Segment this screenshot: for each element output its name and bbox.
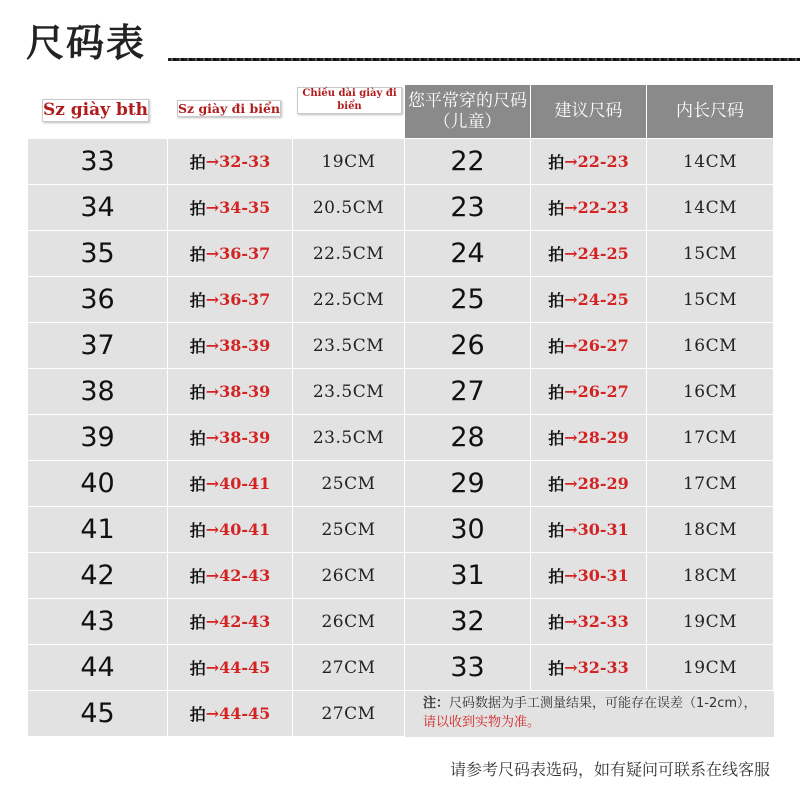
child-recommended-cell bbox=[531, 185, 647, 231]
adult-size-cell: 38 bbox=[28, 369, 168, 415]
adult-size-cell: 34 bbox=[28, 185, 168, 231]
adult-size-cell: 42 bbox=[28, 553, 168, 599]
pai-label: 拍 bbox=[189, 291, 206, 310]
child-recommended-cell bbox=[531, 645, 647, 691]
adult-recommended-cell bbox=[168, 231, 293, 277]
pai-label: 拍 bbox=[548, 659, 565, 678]
child-size-cell: 32 bbox=[405, 599, 531, 645]
adult-length-cell: 22.5CM bbox=[293, 231, 405, 277]
adult-length-cell: 20.5CM bbox=[293, 185, 405, 231]
child-recommended-cell bbox=[531, 553, 647, 599]
pai-label: 拍 bbox=[548, 383, 565, 402]
child-size-cell: 27 bbox=[405, 369, 531, 415]
child-length-cell: 16CM bbox=[647, 369, 774, 415]
recommended-range: →42-43 bbox=[205, 566, 271, 585]
header-child-size-line2: （儿童） bbox=[433, 111, 502, 132]
adult-size-cell: 33 bbox=[28, 139, 168, 185]
child-length-cell: 16CM bbox=[647, 323, 774, 369]
recommended-range: →22-23 bbox=[564, 152, 629, 171]
header-card-normal-size: Sz giày bth bbox=[42, 99, 149, 122]
footer-note: 请参考尺码表选码，如有疑问可联系在线客服 bbox=[449, 760, 770, 779]
adult-size-cell: 40 bbox=[28, 461, 168, 507]
adult-length-cell: 23.5CM bbox=[293, 415, 405, 461]
child-length-cell: 17CM bbox=[647, 415, 774, 461]
recommended-range: →36-37 bbox=[205, 290, 271, 309]
recommended-range: →40-41 bbox=[205, 474, 271, 493]
recommended-range: →26-27 bbox=[564, 382, 629, 401]
recommended-range: →28-29 bbox=[564, 474, 629, 493]
pai-label: 拍 bbox=[189, 245, 206, 264]
pai-label: 拍 bbox=[548, 475, 565, 494]
adult-recommended-cell bbox=[168, 323, 293, 369]
measurement-note bbox=[405, 691, 774, 737]
pai-label: 拍 bbox=[548, 199, 565, 218]
child-length-cell: 18CM bbox=[647, 553, 774, 599]
child-length-cell: 14CM bbox=[647, 185, 774, 231]
child-recommended-cell bbox=[531, 415, 647, 461]
adult-size-cell: 44 bbox=[28, 645, 168, 691]
adult-length-cell: 27CM bbox=[293, 645, 405, 691]
adult-size-cell: 36 bbox=[28, 277, 168, 323]
adult-recommended-cell bbox=[168, 139, 293, 185]
pai-label: 拍 bbox=[189, 153, 206, 172]
adult-size-cell: 45 bbox=[28, 691, 168, 737]
adult-recommended-cell bbox=[168, 599, 293, 645]
child-recommended-cell bbox=[531, 139, 647, 185]
adult-length-cell: 26CM bbox=[293, 553, 405, 599]
recommended-range: →34-35 bbox=[205, 198, 271, 217]
pai-label: 拍 bbox=[548, 521, 565, 540]
adult-recommended-cell bbox=[168, 185, 293, 231]
adult-size-cell: 39 bbox=[28, 415, 168, 461]
adult-length-cell: 25CM bbox=[293, 461, 405, 507]
recommended-range: →38-39 bbox=[205, 336, 271, 355]
child-size-cell: 23 bbox=[405, 185, 531, 231]
title-divider bbox=[168, 58, 800, 61]
child-recommended-cell bbox=[531, 507, 647, 553]
pai-label: 拍 bbox=[189, 383, 206, 402]
adult-length-cell: 23.5CM bbox=[293, 369, 405, 415]
header-inner-length-label: 内长尺码 bbox=[676, 101, 744, 122]
header-suggested-size bbox=[531, 85, 647, 139]
pai-label: 拍 bbox=[189, 567, 206, 586]
recommended-range: →30-31 bbox=[564, 520, 629, 539]
pai-label: 拍 bbox=[189, 705, 206, 724]
recommended-range: →32-33 bbox=[564, 658, 629, 677]
recommended-range: →44-45 bbox=[205, 704, 271, 723]
pai-label: 拍 bbox=[189, 199, 206, 218]
adult-recommended-cell bbox=[168, 645, 293, 691]
adult-size-cell: 41 bbox=[28, 507, 168, 553]
child-size-cell: 30 bbox=[405, 507, 531, 553]
recommended-range: →24-25 bbox=[564, 290, 629, 309]
adult-recommended-cell bbox=[168, 507, 293, 553]
pai-label: 拍 bbox=[548, 337, 565, 356]
header-child-size-line1: 您平常穿的尺码 bbox=[408, 91, 527, 112]
child-size-cell: 29 bbox=[405, 461, 531, 507]
adult-recommended-cell bbox=[168, 277, 293, 323]
pai-label: 拍 bbox=[189, 521, 206, 540]
adult-recommended-cell bbox=[168, 691, 293, 737]
header-inner-length bbox=[647, 85, 774, 139]
child-length-cell: 14CM bbox=[647, 139, 774, 185]
recommended-range: →38-39 bbox=[205, 428, 271, 447]
recommended-range: →32-33 bbox=[564, 612, 629, 631]
pai-label: 拍 bbox=[189, 429, 206, 448]
child-size-cell: 26 bbox=[405, 323, 531, 369]
header-suggested-size-label: 建议尺码 bbox=[554, 101, 623, 122]
note-label: 注： bbox=[423, 696, 450, 711]
pai-label: 拍 bbox=[189, 659, 206, 678]
page-title: 尺码表 bbox=[26, 21, 147, 65]
note-text: 尺码数据为手工测量结果，可能存在误差（1-2cm）， bbox=[449, 696, 757, 711]
pai-label: 拍 bbox=[548, 613, 565, 632]
recommended-range: →38-39 bbox=[205, 382, 271, 401]
child-size-cell: 33 bbox=[405, 645, 531, 691]
recommended-range: →36-37 bbox=[205, 244, 271, 263]
child-length-cell: 17CM bbox=[647, 461, 774, 507]
adult-length-cell: 25CM bbox=[293, 507, 405, 553]
child-size-cell: 28 bbox=[405, 415, 531, 461]
child-recommended-cell bbox=[531, 323, 647, 369]
pai-label: 拍 bbox=[548, 291, 565, 310]
recommended-range: →44-45 bbox=[205, 658, 271, 677]
adult-length-cell: 22.5CM bbox=[293, 277, 405, 323]
adult-recommended-cell bbox=[168, 461, 293, 507]
adult-recommended-cell bbox=[168, 415, 293, 461]
child-size-cell: 25 bbox=[405, 277, 531, 323]
recommended-range: →28-29 bbox=[564, 428, 629, 447]
header-cell-adult-size bbox=[28, 85, 168, 139]
adult-length-cell: 27CM bbox=[293, 691, 405, 737]
header-card-beach-length: Chiều dài giày đi biển bbox=[297, 87, 402, 114]
note-highlight: 请以收到实物为准。 bbox=[423, 714, 541, 730]
recommended-range: →22-23 bbox=[564, 198, 629, 217]
pai-label: 拍 bbox=[189, 475, 206, 494]
pai-label: 拍 bbox=[189, 337, 206, 356]
child-recommended-cell bbox=[531, 461, 647, 507]
child-length-cell: 19CM bbox=[647, 599, 774, 645]
adult-recommended-cell bbox=[168, 553, 293, 599]
adult-size-cell: 43 bbox=[28, 599, 168, 645]
header-card-beach-size: Sz giày đi biển bbox=[177, 100, 281, 116]
child-size-cell: 22 bbox=[405, 139, 531, 185]
child-length-cell: 15CM bbox=[647, 277, 774, 323]
header-cell-beach-size bbox=[168, 85, 293, 139]
recommended-range: →32-33 bbox=[205, 152, 271, 171]
adult-length-cell: 26CM bbox=[293, 599, 405, 645]
header-child-size bbox=[405, 85, 531, 139]
adult-length-cell: 19CM bbox=[293, 139, 405, 185]
child-length-cell: 19CM bbox=[647, 645, 774, 691]
recommended-range: →40-41 bbox=[205, 520, 271, 539]
child-recommended-cell bbox=[531, 277, 647, 323]
child-recommended-cell bbox=[531, 369, 647, 415]
pai-label: 拍 bbox=[548, 245, 565, 264]
pai-label: 拍 bbox=[548, 429, 565, 448]
child-recommended-cell bbox=[531, 231, 647, 277]
size-chart-table bbox=[28, 85, 774, 737]
child-recommended-cell bbox=[531, 599, 647, 645]
child-length-cell: 18CM bbox=[647, 507, 774, 553]
pai-label: 拍 bbox=[548, 153, 565, 172]
child-length-cell: 15CM bbox=[647, 231, 774, 277]
pai-label: 拍 bbox=[548, 567, 565, 586]
adult-length-cell: 23.5CM bbox=[293, 323, 405, 369]
recommended-range: →24-25 bbox=[564, 244, 629, 263]
header-cell-beach-length bbox=[293, 85, 405, 139]
recommended-range: →26-27 bbox=[564, 336, 629, 355]
child-size-cell: 24 bbox=[405, 231, 531, 277]
pai-label: 拍 bbox=[189, 613, 206, 632]
recommended-range: →42-43 bbox=[205, 612, 271, 631]
adult-size-cell: 35 bbox=[28, 231, 168, 277]
adult-recommended-cell bbox=[168, 369, 293, 415]
adult-size-cell: 37 bbox=[28, 323, 168, 369]
child-size-cell: 31 bbox=[405, 553, 531, 599]
recommended-range: →30-31 bbox=[564, 566, 629, 585]
